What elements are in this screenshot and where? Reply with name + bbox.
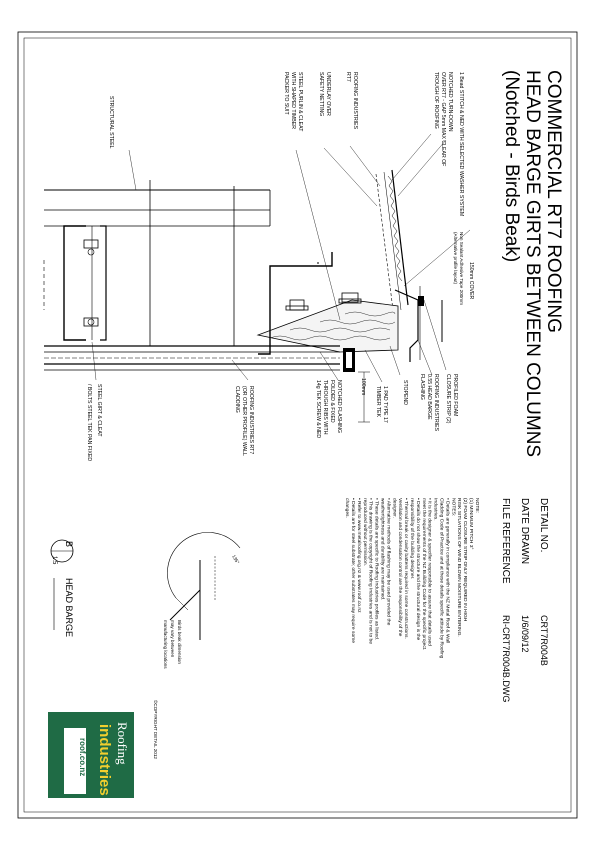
label-sealant-line: Non Sealant Adhesive Tape 200mm (459, 232, 464, 305)
label-sealant (453, 232, 464, 305)
logo-site: roof.co.nz (78, 738, 87, 777)
copyright: ©COPYRIGHT DETAIL 2012 (153, 700, 158, 759)
file-reference-label: FILE REFERENCE (500, 498, 511, 584)
notes-heading: NOTE: (474, 498, 479, 513)
file-reference-value: RI-CRT7R004B.DWG (501, 615, 511, 703)
note-line: (1) MINIMUM PITCH 3° (468, 498, 473, 550)
label-head-barge-line: FLASHING (419, 374, 425, 400)
label-wall-line: CLADDING (234, 386, 240, 413)
callout-scale: 1:5 (51, 556, 57, 565)
label-purlin-line: STEEL PURLIN & CLEAT (297, 72, 303, 132)
label-notched-line: NOTCHED FLASHING (336, 380, 342, 434)
label-underlay-line: UNDERLAY OVER (325, 72, 331, 116)
note-line: meet the requirements of the NZ Building Code for the specific project. (420, 498, 426, 651)
label-timber-line: TIMBER TEK (375, 386, 381, 418)
logo-word-roofing: Roofing (115, 722, 130, 765)
label-wall-line: ROOFING INDUSTRIES RT7 (248, 386, 254, 455)
birds-beak-inset (163, 532, 240, 669)
detail-no-label: DETAIL NO. (538, 498, 549, 553)
note-line: • This drawing is the copyright of Roofing Industries and is not to be (367, 498, 373, 644)
label-purlin-line: PACKER TO SUIT (283, 72, 289, 115)
label-head-barge-line: 0.55 HEAD BARGE (426, 374, 432, 420)
callout-name: HEAD BARGE (64, 578, 74, 638)
note-line: • Alternative methods of flashing may be used provided the (385, 498, 391, 626)
note-line: Ventilation and condensation control are the responsibility of the (397, 498, 403, 637)
steel-girt (64, 226, 106, 340)
label-timber (375, 386, 388, 423)
label-fixing: 1 Bead STITCH & NED WITH SELECTED WASHER SYSTEM (458, 72, 464, 217)
note-line: RISK SITUATIONS OF WIND BLOWN MOISTURE ENTERING. (456, 498, 462, 637)
inset-note-line: may vary between (170, 620, 175, 658)
label-roofing-line: ROOFING INDUSTRIES (352, 72, 358, 130)
inset-angle: 135° (231, 554, 241, 565)
label-wall-cladding (234, 386, 254, 456)
inset-note-line: manufacturing locations (163, 620, 168, 669)
label-structural-steel: STRUCTURAL STEEL (108, 96, 114, 149)
label-head-barge (419, 374, 439, 432)
note-line: Industries. (432, 498, 438, 521)
note-line: (2) FOAM CLOSURE STRIP ONLY REQUIRED IN HIGH (462, 498, 468, 622)
label-stopend: STOPEND (402, 380, 408, 405)
note-line: reproduced without permission. (361, 498, 367, 566)
company-logo (48, 712, 134, 798)
label-turndown-line: NOTCHED TURN-DOWN (447, 72, 453, 132)
label-roofing-line: RT7 (345, 72, 351, 82)
label-profiled-foam (445, 374, 458, 424)
notes (344, 498, 480, 659)
note-line: • Details are generally in compliance with the NZ Metal Roof & Wall (444, 498, 450, 644)
label-turndown-line: OVER RT7 - GAP 5mm MAX CLEAR OF (440, 72, 446, 167)
label-steel-purlin (283, 72, 303, 132)
note-line: • Thermal break or cavity battens required in some constructions. (403, 498, 409, 639)
label-dim-100: 100mm (360, 378, 366, 396)
label-purlin-line: WITH SHAPED TIMBER (290, 72, 296, 129)
note-line: • Refer to www.metalroofing.org.nz & www.roof.co.nz (355, 498, 361, 613)
head-barge-flashing (395, 290, 418, 362)
note-line: designer. (391, 498, 397, 518)
note-line: weathertightness and durability are maintained. (379, 498, 385, 601)
label-timber-line: 1 PAD TYPE 17 (382, 386, 388, 423)
label-cover: 150mm COVER (468, 262, 474, 300)
note-line: • Details are for steel substrate; other substrates may require some (350, 498, 355, 643)
label-turndown (433, 72, 453, 166)
note-line: NOTES: (450, 498, 456, 517)
label-head-barge-line: ROOFING INDUSTRIES (433, 374, 439, 432)
label-girt: STEEL GIRT & CLEAT (96, 384, 102, 437)
label-sealant-line: (Alternative profile layout) (453, 232, 458, 285)
label-underlay-line: SAFETY NETTING (318, 72, 324, 117)
date-drawn-value: 1/6/09/12 (520, 615, 530, 653)
section-detail (44, 134, 470, 422)
label-foam-line: CLOSURE STRIP (2) (445, 374, 451, 424)
title-block (501, 70, 564, 457)
detail-callout (51, 540, 74, 637)
note-line: responsibility of the building designer. (409, 498, 414, 580)
inset-note-line: Birds beak dimension (177, 620, 182, 664)
label-turndown-line: TROUGH OF ROOFING (433, 72, 439, 129)
title-line-2: HEAD BARGE GIRTS BETWEEN COLUMNS (522, 70, 543, 458)
date-drawn-label: DATE DRAWN (519, 498, 530, 565)
label-notched-line: 14g TEK SCREW & NED (315, 380, 321, 439)
timber-packer (258, 300, 398, 352)
note-line: changes. (344, 498, 350, 518)
label-roofing (345, 72, 358, 130)
inner-border (24, 38, 571, 812)
note-line: Cladding Code of Practice and at these details specific attitude by Roofing (438, 498, 444, 659)
callout-letter: B (64, 541, 74, 548)
detail-info (500, 498, 549, 702)
note-line: • Details do not show the structure and the structural design is the (414, 498, 420, 641)
inset-note (163, 620, 182, 669)
note-line: • These details are specific to Roofing Industries profiles as listed. (373, 498, 379, 641)
label-girt-fix: / BOLTS STEEL TEK PAN FIXED (86, 384, 92, 462)
label-foam-line: PROFILED FOAM (452, 374, 458, 417)
label-underlay (318, 72, 331, 116)
label-notched-line: THROUGH RIBS WITH (322, 380, 328, 435)
title-line-3: (Notched - Birds Beak) (501, 70, 522, 263)
label-notched-line: FOLDED & FIXED (329, 380, 335, 423)
title-line-1: COMMERCIAL RT7 ROOFING (543, 70, 564, 333)
logo-word-industries: industries (96, 724, 113, 796)
detail-no-value: CRT7R004B (539, 615, 549, 666)
label-wall-line: (OR OTHER PROFILE) WALL (241, 386, 247, 456)
label-notched-flashing (315, 380, 342, 438)
note-line: • It is the designer & specifier responsible to assure that details used (426, 498, 432, 646)
